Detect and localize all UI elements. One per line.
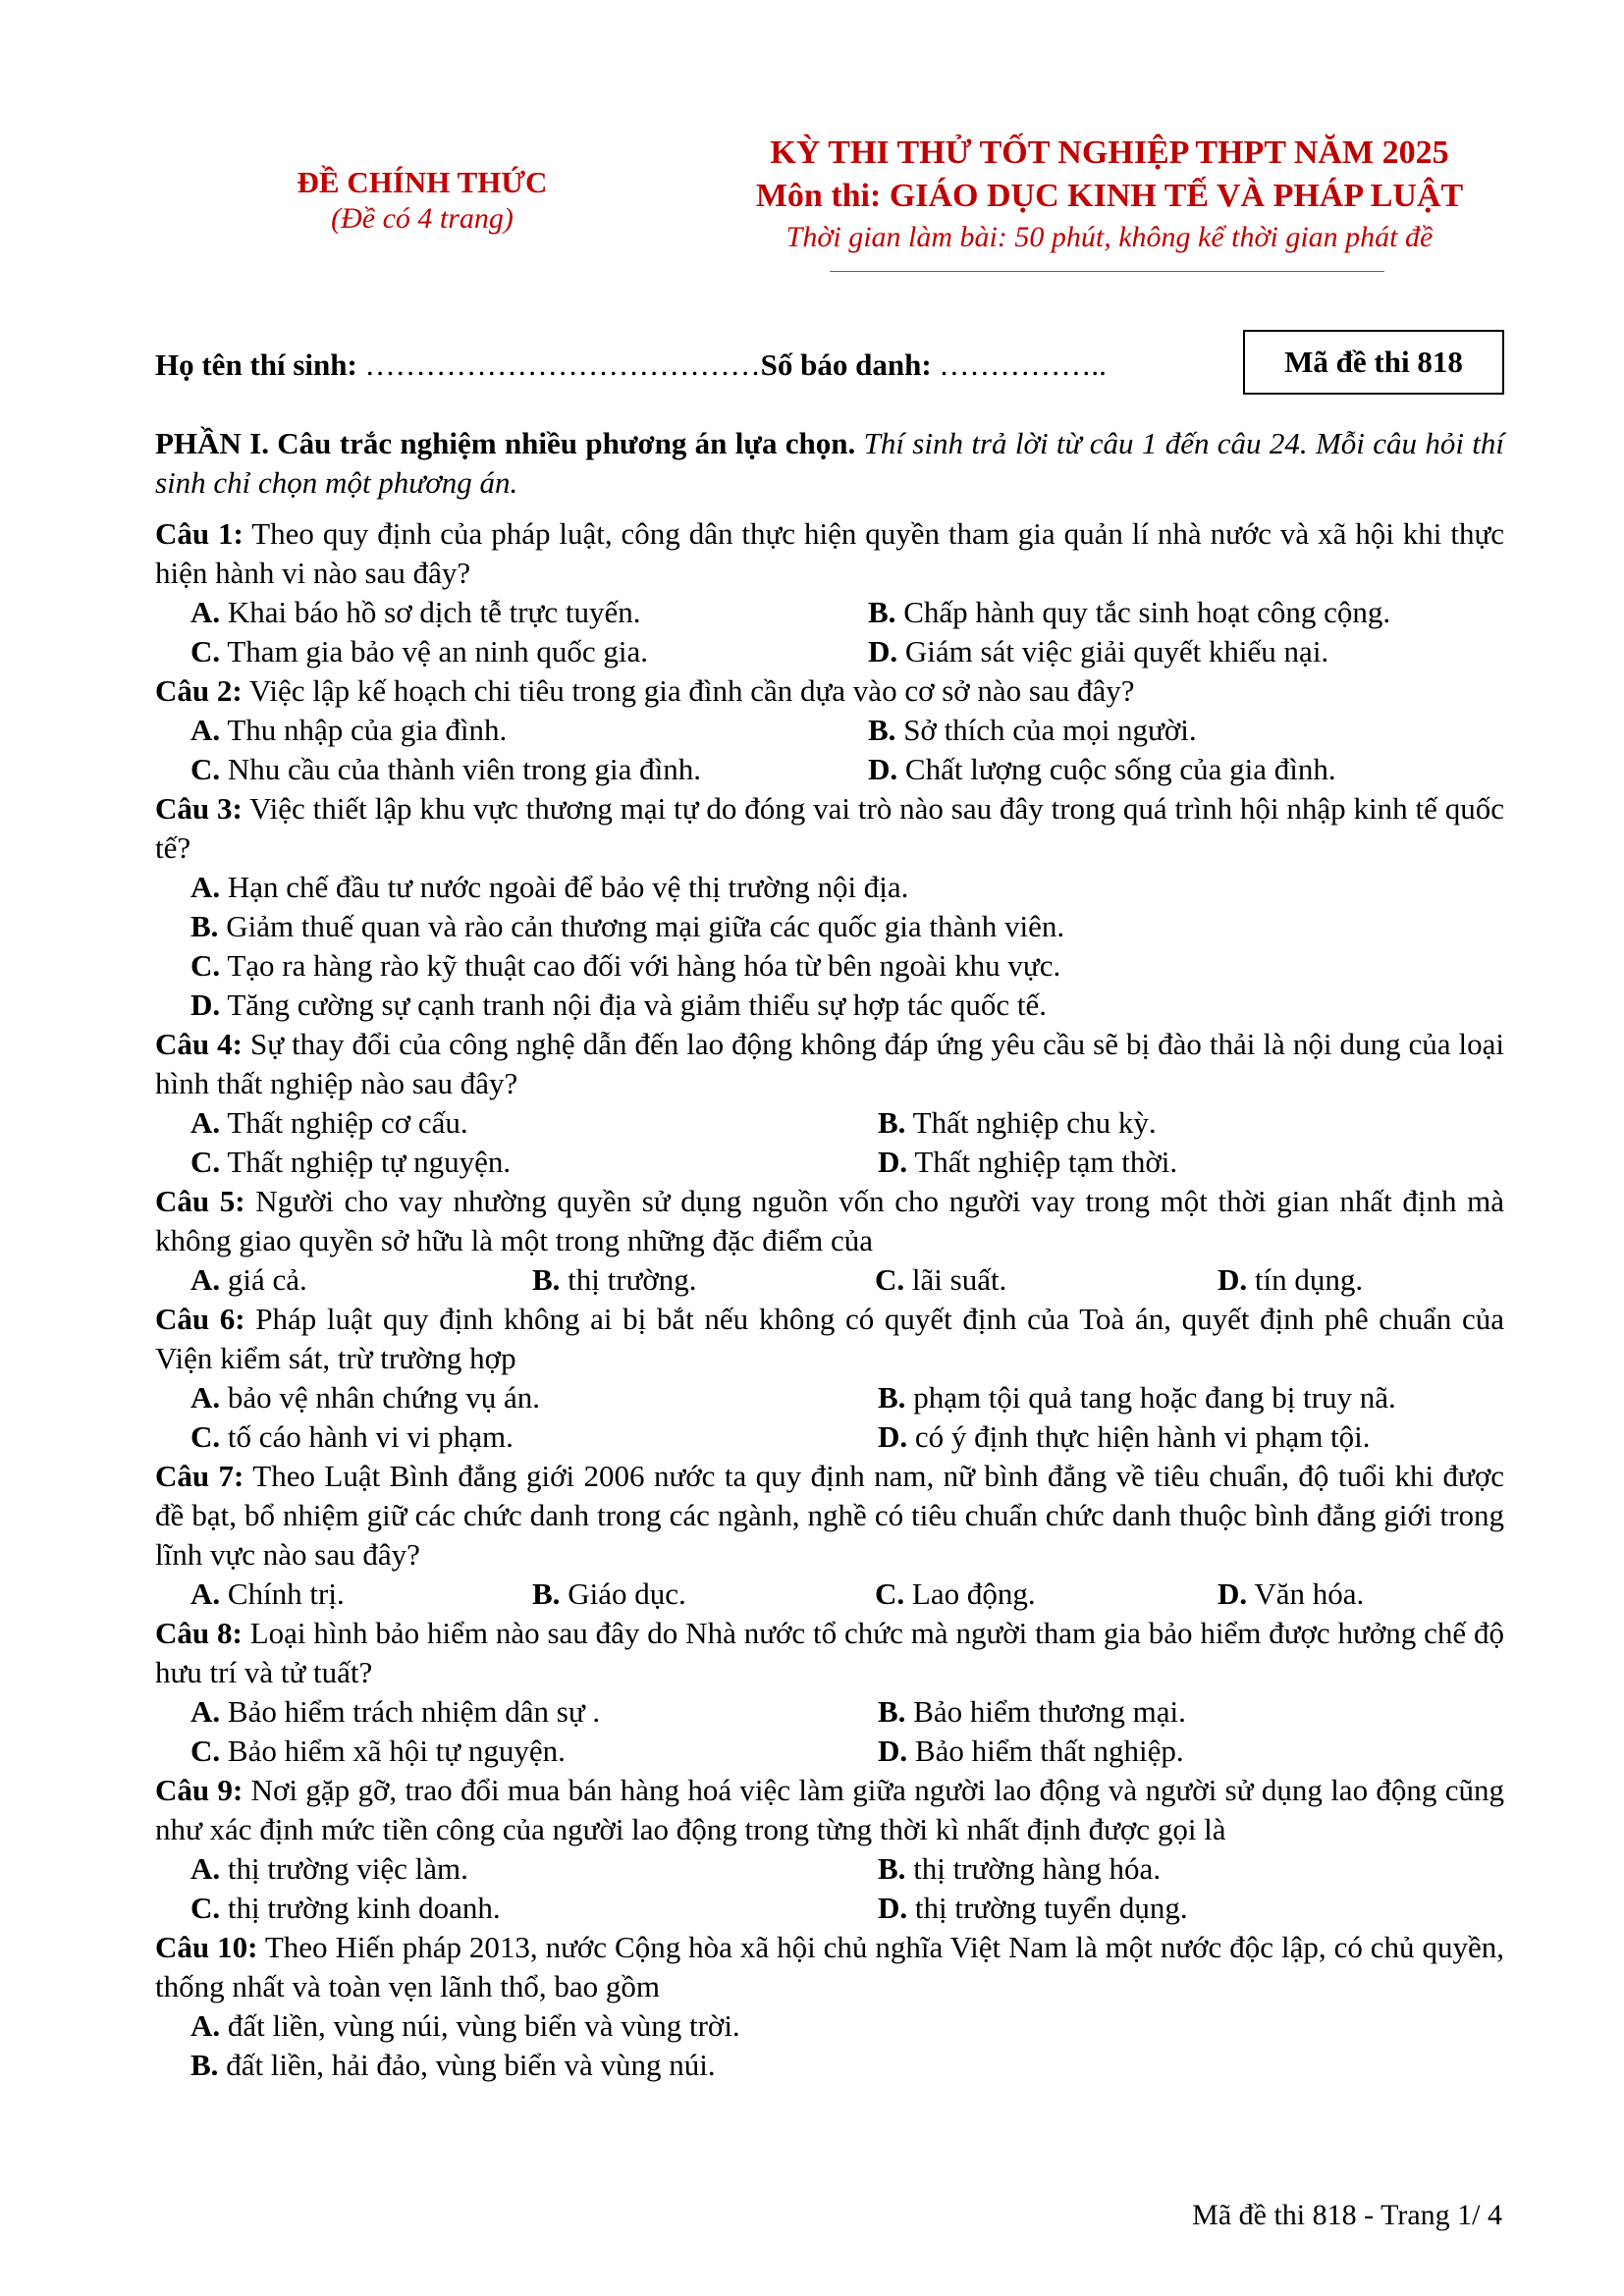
option-group [155, 1692, 1504, 1771]
answer-option [190, 1103, 878, 1143]
option-text: Thu nhập của gia đình. [220, 713, 508, 747]
option-text: Thất nghiệp cơ cấu. [220, 1105, 468, 1140]
answer-option [190, 868, 1504, 907]
question-text: Người cho vay nhường quyền sử dụng nguồn vốn cho người vay trong một thời gian nhất định mà không giao quyền sở hữu là một trong những đặc điểm của [155, 1184, 1505, 1257]
option-text: Tham gia bảo vệ an ninh quốc gia. [220, 634, 649, 668]
question-stem [155, 1182, 1504, 1260]
option-letter: A. [190, 870, 221, 904]
option-text: tố cáo hành vi vi phạm. [220, 1419, 514, 1454]
question-number: Câu 9: [155, 1773, 244, 1807]
option-text: lãi suất. [904, 1262, 1007, 1297]
answer-option [1218, 1260, 1504, 1300]
option-letter: A. [190, 1105, 221, 1140]
answer-option [878, 1378, 1504, 1417]
option-text: đất liền, vùng núi, vùng biển và vùng trời. [220, 2008, 740, 2043]
question [155, 1025, 1504, 1182]
question [155, 514, 1504, 671]
option-group [155, 868, 1504, 1025]
answer-option [190, 2006, 1504, 2046]
question-stem [155, 1928, 1504, 2006]
option-text: Tăng cường sự cạnh tranh nội địa và giảm thiểu sự hợp tác quốc tế. [220, 988, 1048, 1022]
exam-content [155, 424, 1504, 2085]
option-letter: D. [878, 1891, 908, 1925]
option-letter: D. [878, 1145, 908, 1179]
answer-option [190, 1417, 878, 1457]
candidate-name-dots: ………………………………… [356, 347, 761, 382]
answer-option [190, 1378, 878, 1417]
answer-option [878, 1692, 1504, 1732]
option-text: Sở thích của mọi người. [895, 713, 1197, 747]
exam-title: KỲ THI THỬ TỐT NGHIỆP THPT NĂM 2025 [770, 134, 1449, 171]
option-letter: B. [868, 713, 896, 747]
option-letter: D. [1218, 1576, 1248, 1611]
header-left [236, 165, 609, 238]
header-right [687, 132, 1532, 257]
option-letter: D. [878, 1419, 908, 1454]
answer-option [190, 1692, 878, 1732]
question-stem [155, 1771, 1504, 1849]
answer-option [875, 1575, 1218, 1614]
option-group [155, 2006, 1504, 2085]
time-note: Thời gian làm bài: 50 phút, không kể thời gian phát đề [785, 221, 1434, 253]
question [155, 1928, 1504, 2085]
answer-option [190, 1732, 878, 1771]
question-stem [155, 1457, 1504, 1575]
option-letter: D. [1218, 1262, 1248, 1297]
option-text: Nhu cầu của thành viên trong gia đình. [220, 752, 701, 786]
option-text: thị trường hàng hóa. [905, 1851, 1162, 1886]
answer-option [868, 593, 1504, 632]
option-letter: A. [190, 1262, 221, 1297]
option-text: Thất nghiệp chu kỳ. [905, 1105, 1157, 1140]
option-text: Bảo hiểm thương mại. [905, 1694, 1186, 1729]
answer-option [190, 711, 868, 750]
option-letter: B. [868, 595, 896, 629]
question [155, 1300, 1504, 1457]
question [155, 671, 1504, 789]
answer-option [878, 1889, 1504, 1928]
question-text: Loại hình bảo hiểm nào sau đây do Nhà nước tổ chức mà người tham gia bảo hiểm được hưởng chế độ hưu trí và tử tuất? [155, 1616, 1504, 1689]
answer-option [190, 1143, 878, 1182]
answer-option [878, 1417, 1504, 1457]
answer-option [868, 711, 1504, 750]
option-letter: C. [875, 1262, 905, 1297]
option-group [155, 1260, 1504, 1300]
question-number: Câu 7: [155, 1459, 244, 1493]
candidate-id-label: Số báo danh: [760, 347, 932, 382]
answer-option [190, 986, 1504, 1025]
answer-option [190, 907, 1504, 946]
question-text: Việc thiết lập khu vực thương mại tự do đóng vai trò nào sau đây trong quá trình hội nhập kinh tế quốc tế? [155, 791, 1504, 865]
answer-option [868, 632, 1504, 671]
option-text: tín dụng. [1247, 1262, 1364, 1297]
option-group [155, 1378, 1504, 1457]
option-letter: C. [190, 1891, 221, 1925]
question-text: Việc lập kế hoạch chi tiêu trong gia đình cần dựa vào cơ sở nào sau đây? [242, 673, 1135, 708]
official-label: ĐỀ CHÍNH THỨC [297, 165, 548, 199]
answer-option [190, 1889, 878, 1928]
answer-option [190, 1849, 878, 1889]
question-number: Câu 1: [155, 516, 244, 551]
option-text: Chất lượng cuộc sống của gia đình. [897, 752, 1336, 786]
question-number: Câu 5: [155, 1184, 245, 1218]
option-letter: B. [190, 909, 219, 943]
option-letter: D. [878, 1734, 908, 1768]
option-text: đất liền, hải đảo, vùng biển và vùng núi. [218, 2048, 716, 2082]
answer-option [190, 946, 1504, 986]
question-list [155, 514, 1504, 2085]
option-text: thị trường kinh doanh. [220, 1891, 501, 1925]
option-letter: B. [878, 1105, 906, 1140]
part-heading [155, 424, 1504, 503]
candidate-name-label: Họ tên thí sinh: [155, 347, 357, 382]
question-text: Theo Luật Bình đẳng giới 2006 nước ta quy định nam, nữ bình đẳng về tiêu chuẩn, độ tuổi khi được đề bạt, bổ nhiệm giữ các chức danh trong các ngành, nghề có tiêu chuẩn chức danh thuộc bình đẳng giới trong lĩnh vực nào sau đây? [155, 1459, 1505, 1572]
option-text: Khai báo hồ sơ dịch tễ trực tuyến. [220, 595, 641, 629]
option-text: thị trường. [560, 1262, 697, 1297]
page-footer: Mã đề thi 818 - Trang 1/ 4 [1192, 2199, 1502, 2231]
option-letter: A. [190, 713, 221, 747]
answer-option [190, 1575, 532, 1614]
candidate-line [155, 347, 1107, 383]
answer-option [190, 632, 868, 671]
question-text: Pháp luật quy định không ai bị bắt nếu không có quyết định của Toà án, quyết định phê chuẩn của Viện kiểm sát, trừ trường hợp [155, 1302, 1504, 1375]
option-text: Giáo dục. [560, 1576, 686, 1611]
answer-option [190, 593, 868, 632]
part-title: PHẦN I. Câu trắc nghiệm nhiều phương án lựa chọn. [155, 426, 856, 460]
option-text: Bảo hiểm xã hội tự nguyện. [220, 1734, 566, 1768]
option-letter: C. [190, 1145, 221, 1179]
option-text: Bảo hiểm trách nhiệm dân sự . [220, 1694, 601, 1729]
question-stem [155, 1300, 1504, 1378]
option-group [155, 711, 1504, 789]
part-instruction: Thí sinh trả lời từ câu 1 đến câu 24. Mỗi câu hỏi thí sinh chỉ chọn một phương án. [155, 426, 1504, 500]
option-text: giá cả. [220, 1262, 307, 1297]
option-letter: D. [868, 634, 898, 668]
answer-option [532, 1260, 875, 1300]
subject-title: Môn thi: GIÁO DỤC KINH TẾ VÀ PHÁP LUẬT [755, 178, 1464, 214]
option-letter: A. [190, 1694, 221, 1729]
option-letter: C. [190, 752, 221, 786]
question-stem [155, 1025, 1504, 1103]
option-text: Bảo hiểm thất nghiệp. [907, 1734, 1184, 1768]
question-text: Theo quy định của pháp luật, công dân thực hiện quyền tham gia quản lí nhà nước và xã hội khi thực hiện hành vi nào sau đây? [155, 516, 1505, 590]
question-number: Câu 8: [155, 1616, 243, 1650]
answer-option [868, 750, 1504, 789]
question-number: Câu 2: [155, 673, 243, 708]
option-text: Giám sát việc giải quyết khiếu nại. [897, 634, 1329, 668]
answer-option [875, 1260, 1218, 1300]
option-text: Thất nghiệp tạm thời. [907, 1145, 1178, 1179]
option-text: Chính trị. [220, 1576, 345, 1611]
option-letter: C. [875, 1576, 905, 1611]
question [155, 1457, 1504, 1614]
question-number: Câu 10: [155, 1930, 258, 1964]
option-text: thị trường tuyển dụng. [907, 1891, 1188, 1925]
option-letter: B. [532, 1576, 561, 1611]
option-letter: C. [190, 634, 221, 668]
option-letter: B. [878, 1380, 906, 1415]
option-group [155, 1575, 1504, 1614]
answer-option [878, 1143, 1504, 1182]
question-stem [155, 789, 1504, 868]
option-letter: A. [190, 1851, 221, 1886]
option-letter: A. [190, 1380, 221, 1415]
question [155, 1182, 1504, 1300]
question-number: Câu 3: [155, 791, 243, 826]
header-divider [830, 271, 1384, 272]
answer-option [190, 1260, 532, 1300]
option-text: có ý định thực hiện hành vi phạm tội. [907, 1419, 1371, 1454]
option-letter: A. [190, 2008, 221, 2043]
answer-option [878, 1103, 1504, 1143]
question-text: Nơi gặp gỡ, trao đổi mua bán hàng hoá việc làm giữa người lao động và người sử dụng lao động cũng như xác định mức tiền công của người lao động trong từng thời kì nhất định được gọi là [155, 1773, 1504, 1846]
option-letter: C. [190, 1419, 221, 1454]
answer-option [532, 1575, 875, 1614]
question [155, 1614, 1504, 1771]
option-text: Tạo ra hàng rào kỹ thuật cao đối với hàng hóa từ bên ngoài khu vực. [220, 948, 1061, 983]
question-stem [155, 671, 1504, 711]
option-text: Chấp hành quy tắc sinh hoạt công cộng. [895, 595, 1391, 629]
option-text: Hạn chế đầu tư nước ngoài để bảo vệ thị trường nội địa. [220, 870, 909, 904]
answer-option [878, 1732, 1504, 1771]
question-text: Sự thay đổi của công nghệ dẫn đến lao động không đáp ứng yêu cầu sẽ bị đào thải là nội dung của loại hình thất nghiệp nào sau đây? [155, 1027, 1505, 1100]
answer-option [878, 1849, 1504, 1889]
question [155, 1771, 1504, 1928]
option-letter: D. [190, 988, 221, 1022]
answer-option [1218, 1575, 1504, 1614]
option-letter: B. [190, 2048, 219, 2082]
option-group [155, 1849, 1504, 1928]
pages-note: (Đề có 4 trang) [331, 202, 514, 235]
question-stem [155, 514, 1504, 593]
exam-code: Mã đề thi 818 [1284, 345, 1463, 379]
option-letter: B. [878, 1694, 906, 1729]
option-group [155, 593, 1504, 671]
option-text: Văn hóa. [1247, 1576, 1365, 1611]
option-text: bảo vệ nhân chứng vụ án. [220, 1380, 540, 1415]
option-letter: C. [190, 948, 221, 983]
question [155, 789, 1504, 1025]
option-text: Lao động. [904, 1576, 1036, 1611]
option-letter: C. [190, 1734, 221, 1768]
option-letter: D. [868, 752, 898, 786]
exam-code-box [1243, 330, 1504, 395]
question-text: Theo Hiến pháp 2013, nước Cộng hòa xã hội chủ nghĩa Việt Nam là một nước độc lập, có chủ quyền, thống nhất và toàn vẹn lãnh thổ, bao gồm [155, 1930, 1505, 2003]
answer-option [190, 750, 868, 789]
answer-option [190, 2046, 1504, 2085]
option-text: phạm tội quả tang hoặc đang bị truy nã. [905, 1380, 1396, 1415]
option-letter: B. [878, 1851, 906, 1886]
question-number: Câu 4: [155, 1027, 243, 1061]
option-letter: B. [532, 1262, 561, 1297]
option-letter: A. [190, 1576, 221, 1611]
option-letter: A. [190, 595, 221, 629]
option-text: Thất nghiệp tự nguyện. [220, 1145, 512, 1179]
question-number: Câu 6: [155, 1302, 245, 1336]
candidate-id-dots: …………….. [931, 347, 1107, 382]
option-group [155, 1103, 1504, 1182]
option-text: thị trường việc làm. [220, 1851, 468, 1886]
question-stem [155, 1614, 1504, 1692]
option-text: Giảm thuế quan và rào cản thương mại giữa các quốc gia thành viên. [218, 909, 1065, 943]
